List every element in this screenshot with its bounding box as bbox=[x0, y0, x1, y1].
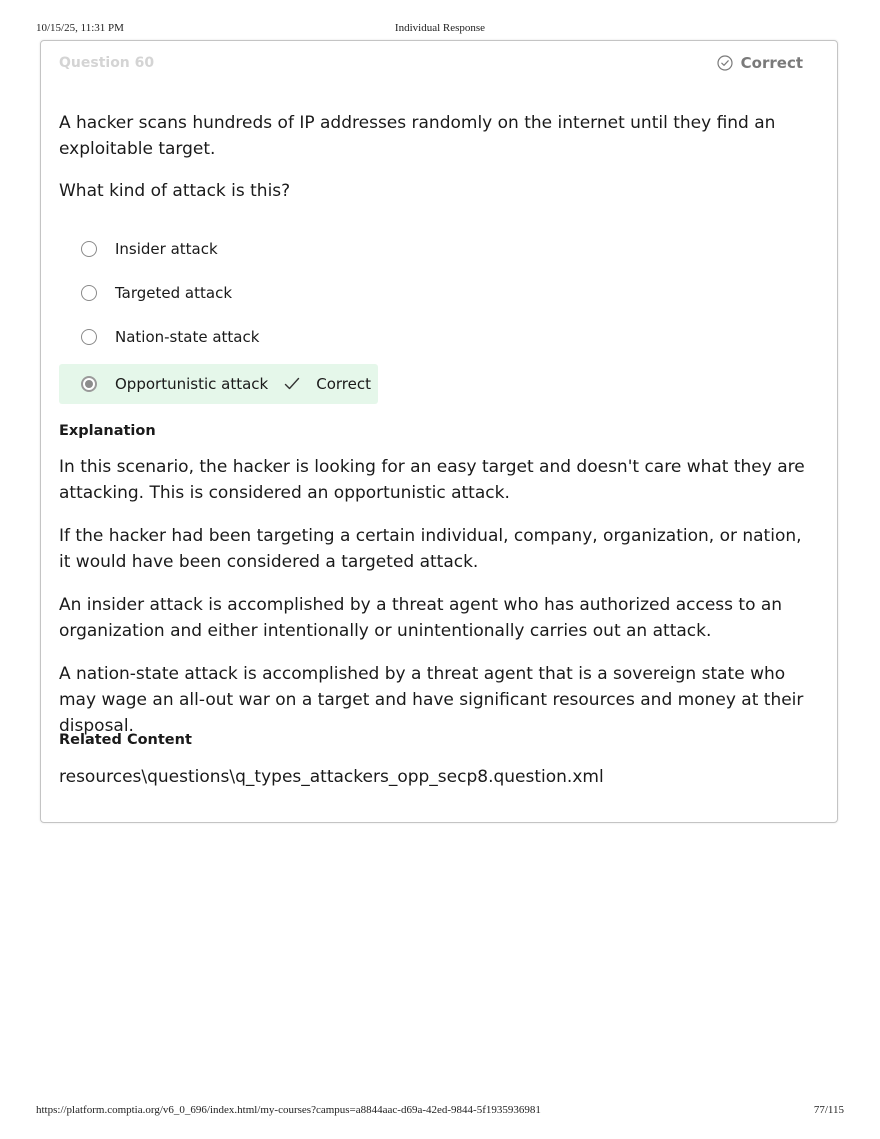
print-footer bbox=[36, 1104, 844, 1118]
radio-button[interactable] bbox=[81, 241, 97, 257]
page-url: https://platform.comptia.org/v6_0_696/index.html/my-courses?campus=a8844aac-d69a-42ed-9844-5f1935936981 bbox=[36, 1104, 541, 1116]
status-label: Correct bbox=[740, 54, 803, 72]
radio-button[interactable] bbox=[81, 329, 97, 345]
print-title: Individual Response bbox=[394, 22, 486, 34]
related-content-heading: Related Content bbox=[59, 732, 192, 748]
question-prompt: A hacker scans hundreds of IP addresses randomly on the internet until they find an exploitable target. bbox=[59, 113, 776, 159]
explanation-paragraph: A nation-state attack is accomplished by a threat agent that is a sovereign state who may wage an all-out war on a target and have significant resources and money at their disposal. bbox=[59, 664, 804, 736]
explanation-paragraph: An insider attack is accomplished by a threat agent who has authorized access to an organization and either intentionally or unintentionally carries out an attack. bbox=[59, 595, 783, 641]
option-targeted-attack[interactable] bbox=[59, 273, 232, 313]
question-ask: What kind of attack is this? bbox=[59, 181, 291, 201]
question-number: Question 60 bbox=[59, 55, 155, 71]
option-label: Opportunistic attack bbox=[115, 375, 269, 393]
print-date: 10/15/25, 11:31 PM bbox=[36, 22, 124, 34]
status-badge bbox=[717, 54, 803, 72]
explanation-heading: Explanation bbox=[59, 423, 156, 439]
radio-button[interactable] bbox=[81, 285, 97, 301]
option-label: Nation-state attack bbox=[115, 328, 260, 346]
check-circle-icon bbox=[717, 55, 733, 71]
page-number: 77/115 bbox=[813, 1104, 844, 1116]
explanation-paragraph: If the hacker had been targeting a certain individual, company, organization, or nation, it would have been considered a targeted attack. bbox=[59, 526, 802, 572]
option-label: Insider attack bbox=[115, 240, 218, 258]
option-nation-state-attack[interactable] bbox=[59, 317, 259, 357]
option-insider-attack[interactable] bbox=[59, 229, 218, 269]
related-content-path: resources\questions\q_types_attackers_opp_secp8.question.xml bbox=[59, 767, 604, 787]
radio-button-selected[interactable] bbox=[81, 376, 97, 392]
question-card bbox=[40, 40, 838, 823]
print-header bbox=[36, 22, 844, 36]
option-opportunistic-attack[interactable] bbox=[59, 364, 378, 404]
option-label: Targeted attack bbox=[115, 284, 233, 302]
checkmark-icon bbox=[284, 377, 300, 391]
option-feedback: Correct bbox=[316, 375, 371, 393]
explanation-paragraph: In this scenario, the hacker is looking for an easy target and doesn't care what they are attacking. This is considered an opportunistic attack. bbox=[59, 457, 805, 503]
